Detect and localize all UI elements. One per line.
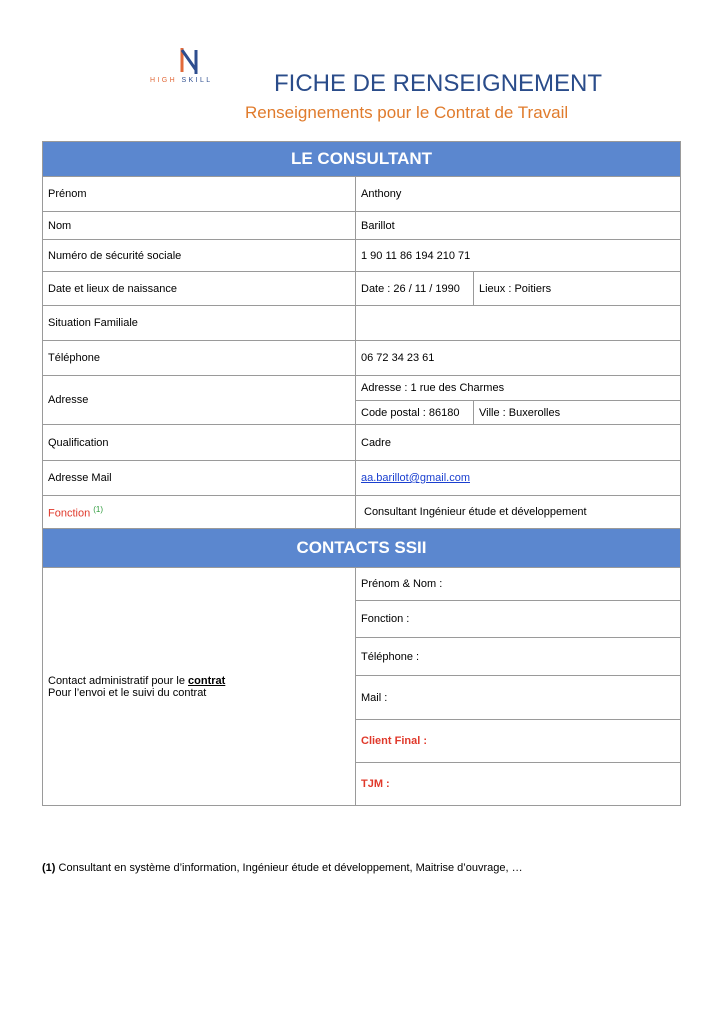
label-fonction-cell [43,496,356,529]
value-adresse-rue[interactable]: Adresse : 1 rue des Charmes [356,376,681,401]
logo-mark-icon [178,46,202,76]
field-telephone[interactable]: Téléphone : [356,638,681,676]
contact-admin-cell [43,568,356,806]
label-adresse-mail: Adresse Mail [43,461,356,496]
company-logo [150,46,232,90]
label-prenom: Prénom [43,177,356,212]
value-situation-familiale[interactable] [356,306,681,341]
field-fonction[interactable]: Fonction : [356,601,681,638]
value-code-postal[interactable]: Code postal : 86180 [356,401,474,425]
value-ville[interactable]: Ville : Buxerolles [474,401,681,425]
footnote-ref: (1) [93,504,104,514]
value-fonction[interactable]: Consultant Ingénieur étude et développement [356,496,681,529]
section-header-contacts: CONTACTS SSII [43,529,681,568]
label-telephone: Téléphone [43,341,356,376]
contact-admin-line1: Contact administratif pour le contrat [48,674,226,687]
value-adresse-mail-cell [356,461,681,496]
footnote-marker: (1) [42,862,56,874]
logo-wordmark: HIGH SKILL [150,77,213,84]
label-securite-sociale: Numéro de sécurité sociale [43,240,356,272]
footnote [42,862,523,874]
value-qualification[interactable]: Cadre [356,425,681,461]
value-naissance-date[interactable]: Date : 26 / 11 / 1990 [356,272,474,306]
page-title: FICHE DE RENSEIGNEMENT [274,70,603,97]
contact-admin-line2: Pour l’envoi et le suivi du contrat [48,686,207,699]
field-prenom-nom[interactable]: Prénom & Nom : [356,568,681,601]
value-naissance-lieu[interactable]: Lieux : Poitiers [474,272,681,306]
label-naissance: Date et lieux de naissance [43,272,356,306]
label-fonction: Fonction [48,507,91,520]
field-client-final[interactable]: Client Final : [356,720,681,763]
value-nom[interactable]: Barillot [356,212,681,240]
form-table [42,141,681,806]
email-link[interactable]: aa.barillot@gmail.com [361,472,470,484]
section-header-consultant: LE CONSULTANT [43,142,681,177]
field-mail[interactable]: Mail : [356,676,681,720]
value-prenom[interactable]: Anthony [356,177,681,212]
footnote-text: Consultant en système d’information, Ingénieur étude et développement, Maitrise d’ouvrage, … [58,862,523,874]
value-securite-sociale[interactable]: 1 90 11 86 194 210 71 [356,240,681,272]
field-tjm[interactable]: TJM : [356,763,681,806]
value-telephone[interactable]: 06 72 34 23 61 [356,341,681,376]
page-subtitle: Renseignements pour le Contrat de Travail [245,103,569,122]
label-adresse: Adresse [43,376,356,425]
label-situation-familiale: Situation Familiale [43,306,356,341]
contact-admin-emph: contrat [188,674,226,687]
label-nom: Nom [43,212,356,240]
label-qualification: Qualification [43,425,356,461]
